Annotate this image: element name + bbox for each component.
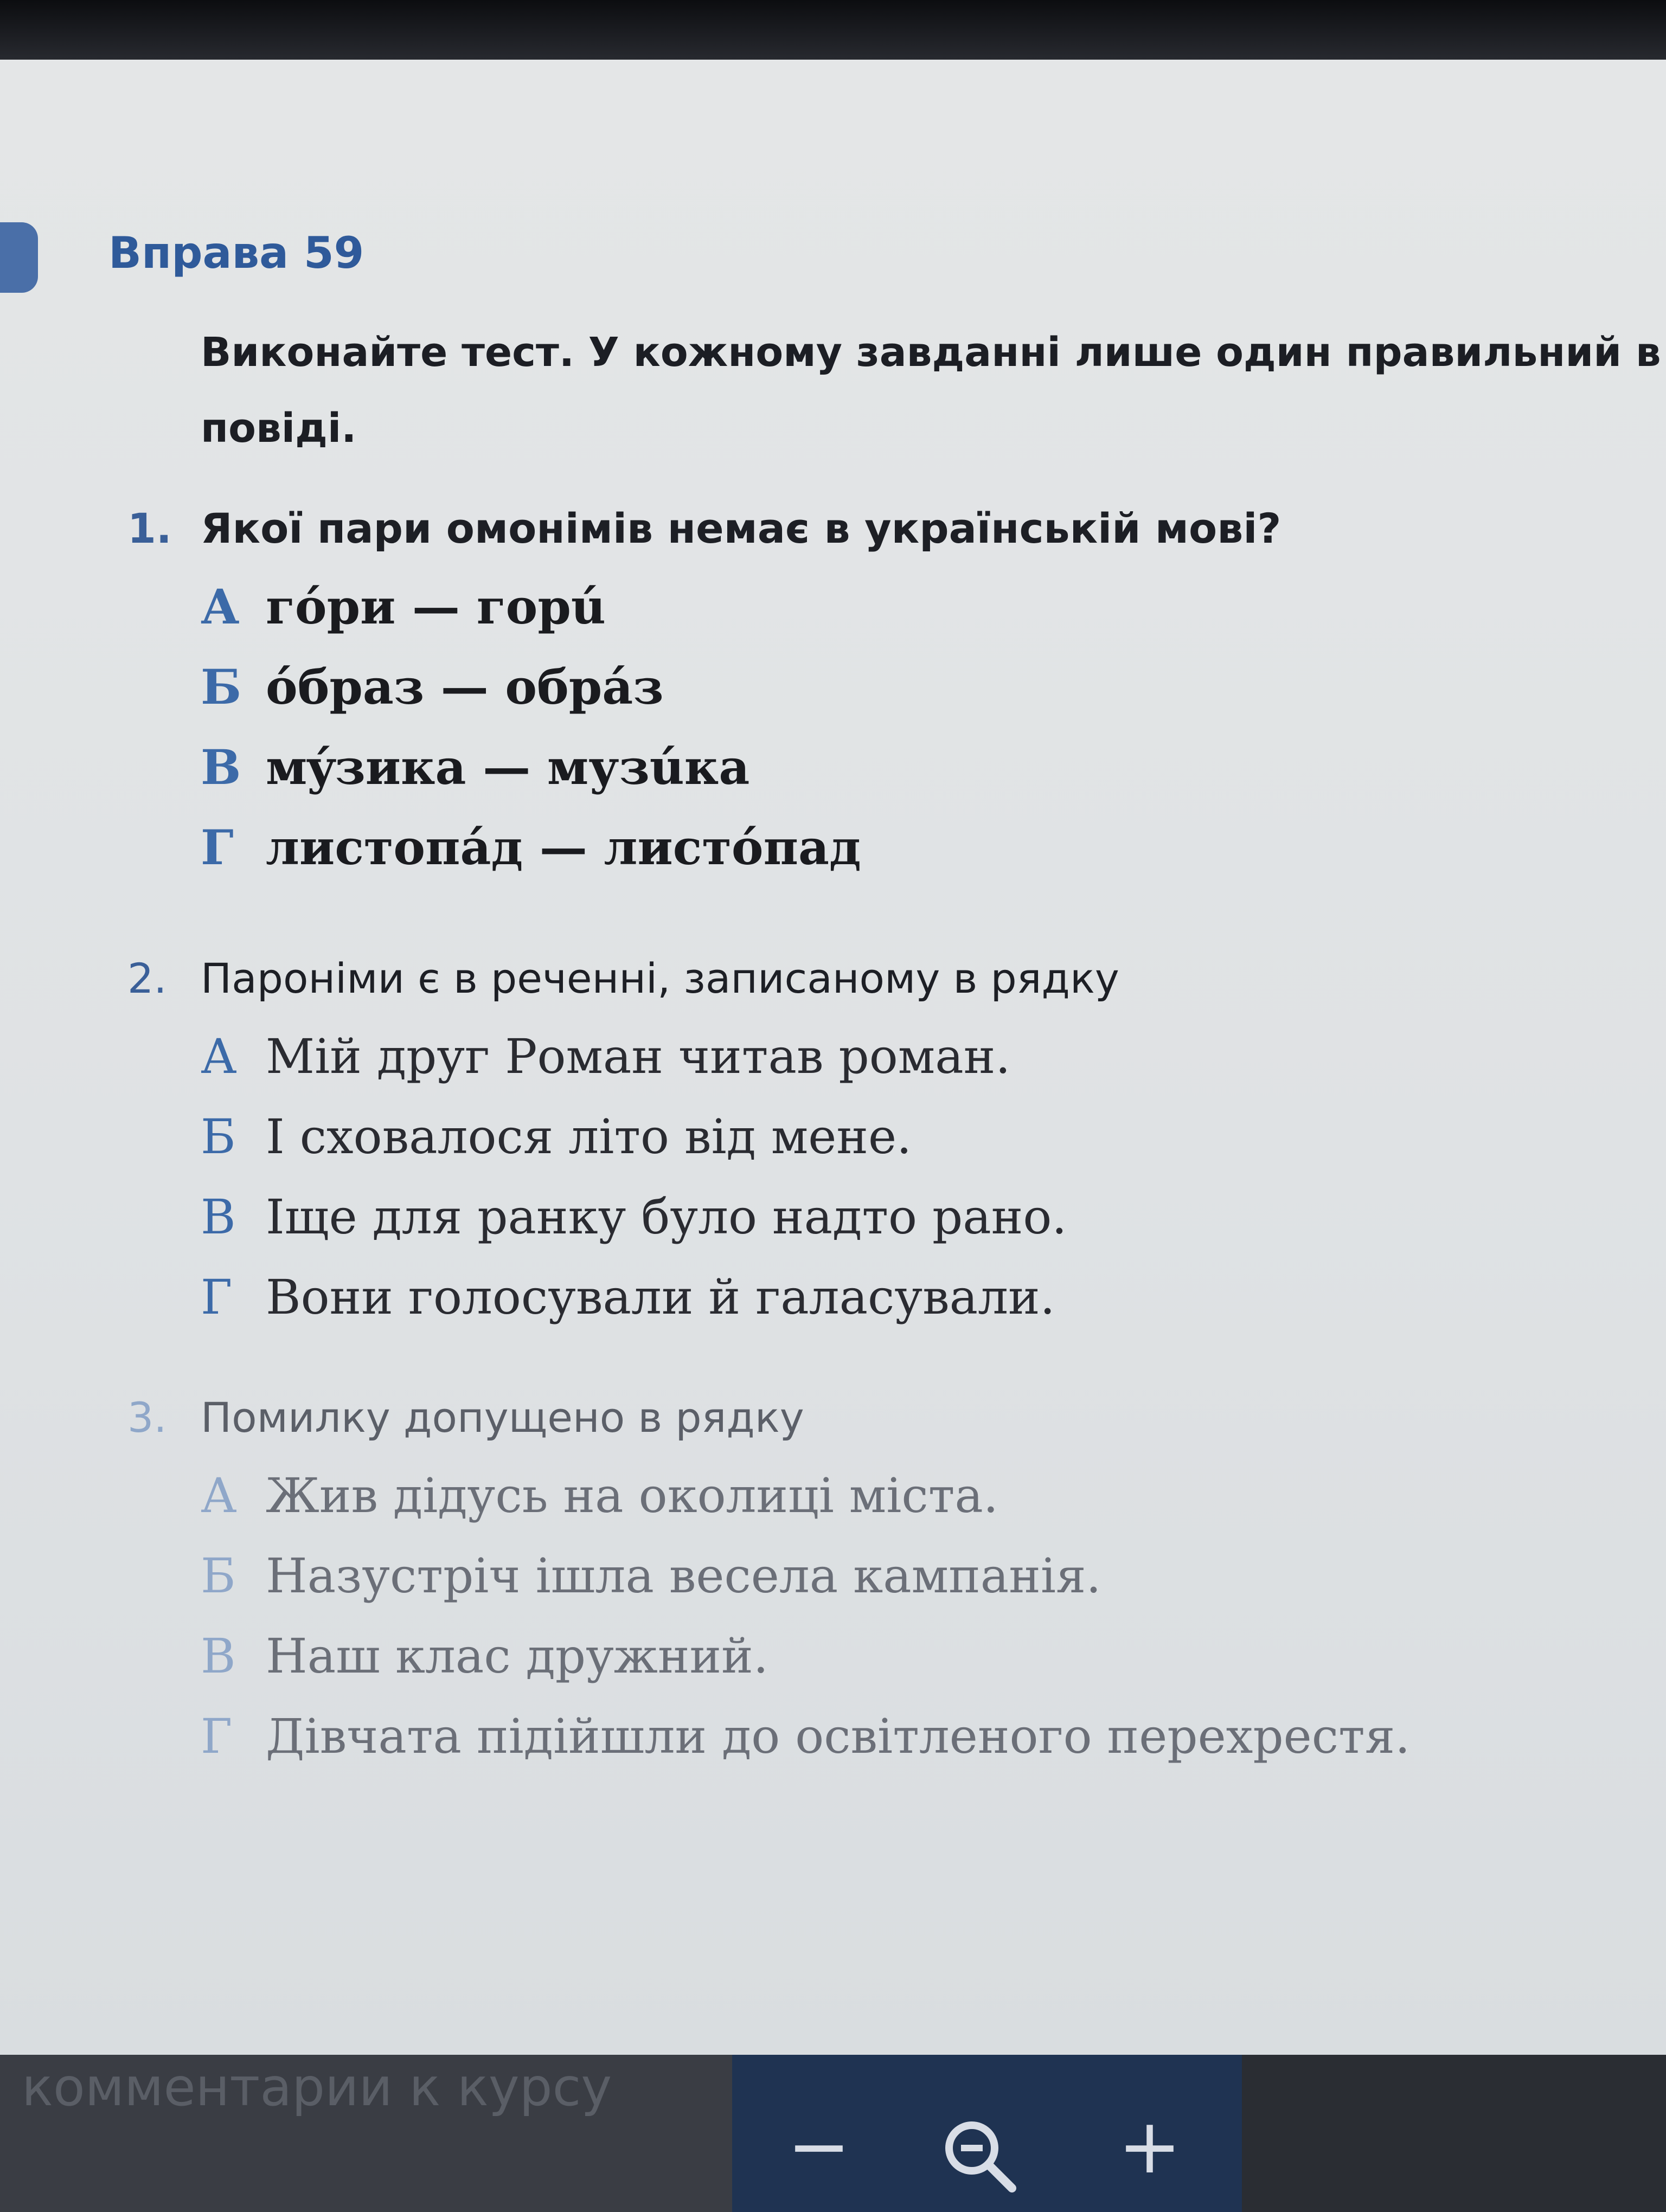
zoom-in-button[interactable]: + bbox=[1118, 2102, 1182, 2191]
option-text: Мій друг Роман читав роман. bbox=[266, 1028, 1011, 1084]
option-letter: А bbox=[201, 1028, 237, 1084]
option-text: Іще для ранку було надто рано. bbox=[266, 1189, 1067, 1245]
option-letter: Б bbox=[201, 1109, 236, 1165]
instruction-line-2: повіді. bbox=[201, 405, 357, 452]
question-text: Якої пари омонімів немає в українській мові? bbox=[201, 504, 1281, 552]
question-title bbox=[127, 491, 1646, 567]
question-title bbox=[127, 1380, 1646, 1456]
option-letter: В bbox=[201, 1189, 236, 1245]
option-v[interactable] bbox=[127, 727, 1646, 807]
option-g[interactable] bbox=[127, 807, 1646, 888]
option-text: Дівчата підійшли до освітленого перехрестя. bbox=[266, 1708, 1411, 1764]
zoom-out-button[interactable]: − bbox=[787, 2102, 851, 2191]
question-2 bbox=[127, 941, 1646, 1338]
option-a[interactable] bbox=[127, 567, 1646, 647]
option-b[interactable] bbox=[127, 1097, 1646, 1177]
question-text: Пароніми є в реченні, записаному в рядку bbox=[201, 954, 1119, 1002]
option-text: Назустріч ішла весела кампанія. bbox=[266, 1548, 1101, 1604]
option-text: гóри — горú bbox=[266, 578, 606, 635]
option-b[interactable] bbox=[127, 647, 1646, 727]
option-a[interactable] bbox=[127, 1017, 1646, 1097]
monitor-bezel bbox=[0, 0, 1666, 65]
magnifier-icon[interactable] bbox=[938, 2114, 1020, 2196]
question-number: 3. bbox=[127, 1393, 167, 1442]
question-1 bbox=[127, 491, 1646, 888]
option-letter: Г bbox=[201, 1708, 233, 1764]
option-letter: А bbox=[201, 578, 240, 635]
question-title bbox=[127, 941, 1646, 1017]
option-text: Вони голосували й галасували. bbox=[266, 1269, 1055, 1325]
option-text: мýзика — музúка bbox=[266, 739, 750, 795]
option-text: Жив дідусь на околиці міста. bbox=[266, 1468, 998, 1523]
instruction-line-1: Виконайте тест. У кожному завданні лише один правильний в bbox=[201, 329, 1661, 376]
option-letter: В bbox=[201, 739, 241, 795]
sidebar-tab[interactable] bbox=[0, 222, 38, 293]
option-letter: Б bbox=[201, 659, 242, 715]
option-letter: Г bbox=[201, 819, 234, 876]
option-v[interactable] bbox=[127, 1177, 1646, 1257]
option-letter: А bbox=[201, 1468, 237, 1523]
option-g[interactable] bbox=[127, 1696, 1646, 1777]
option-g[interactable] bbox=[127, 1257, 1646, 1338]
question-number: 2. bbox=[127, 954, 167, 1002]
option-a[interactable] bbox=[127, 1456, 1646, 1536]
comments-link[interactable]: комментарии к курсу bbox=[22, 2057, 612, 2118]
option-letter: В bbox=[201, 1628, 236, 1684]
exercise-title: Вправа 59 bbox=[108, 228, 364, 278]
option-text: І сховалося літо від мене. bbox=[266, 1109, 912, 1165]
option-text: óбраз — обрáз bbox=[266, 659, 664, 715]
option-text: Наш клас дружний. bbox=[266, 1628, 768, 1684]
option-letter: Б bbox=[201, 1548, 236, 1604]
option-b[interactable] bbox=[127, 1536, 1646, 1616]
option-text: листопáд — листóпад bbox=[266, 819, 861, 876]
question-3 bbox=[127, 1380, 1646, 1777]
option-v[interactable] bbox=[127, 1616, 1646, 1696]
question-number: 1. bbox=[127, 504, 172, 552]
question-text: Помилку допущено в рядку bbox=[201, 1393, 804, 1442]
option-letter: Г bbox=[201, 1269, 233, 1325]
exercise-instruction bbox=[201, 314, 1666, 466]
